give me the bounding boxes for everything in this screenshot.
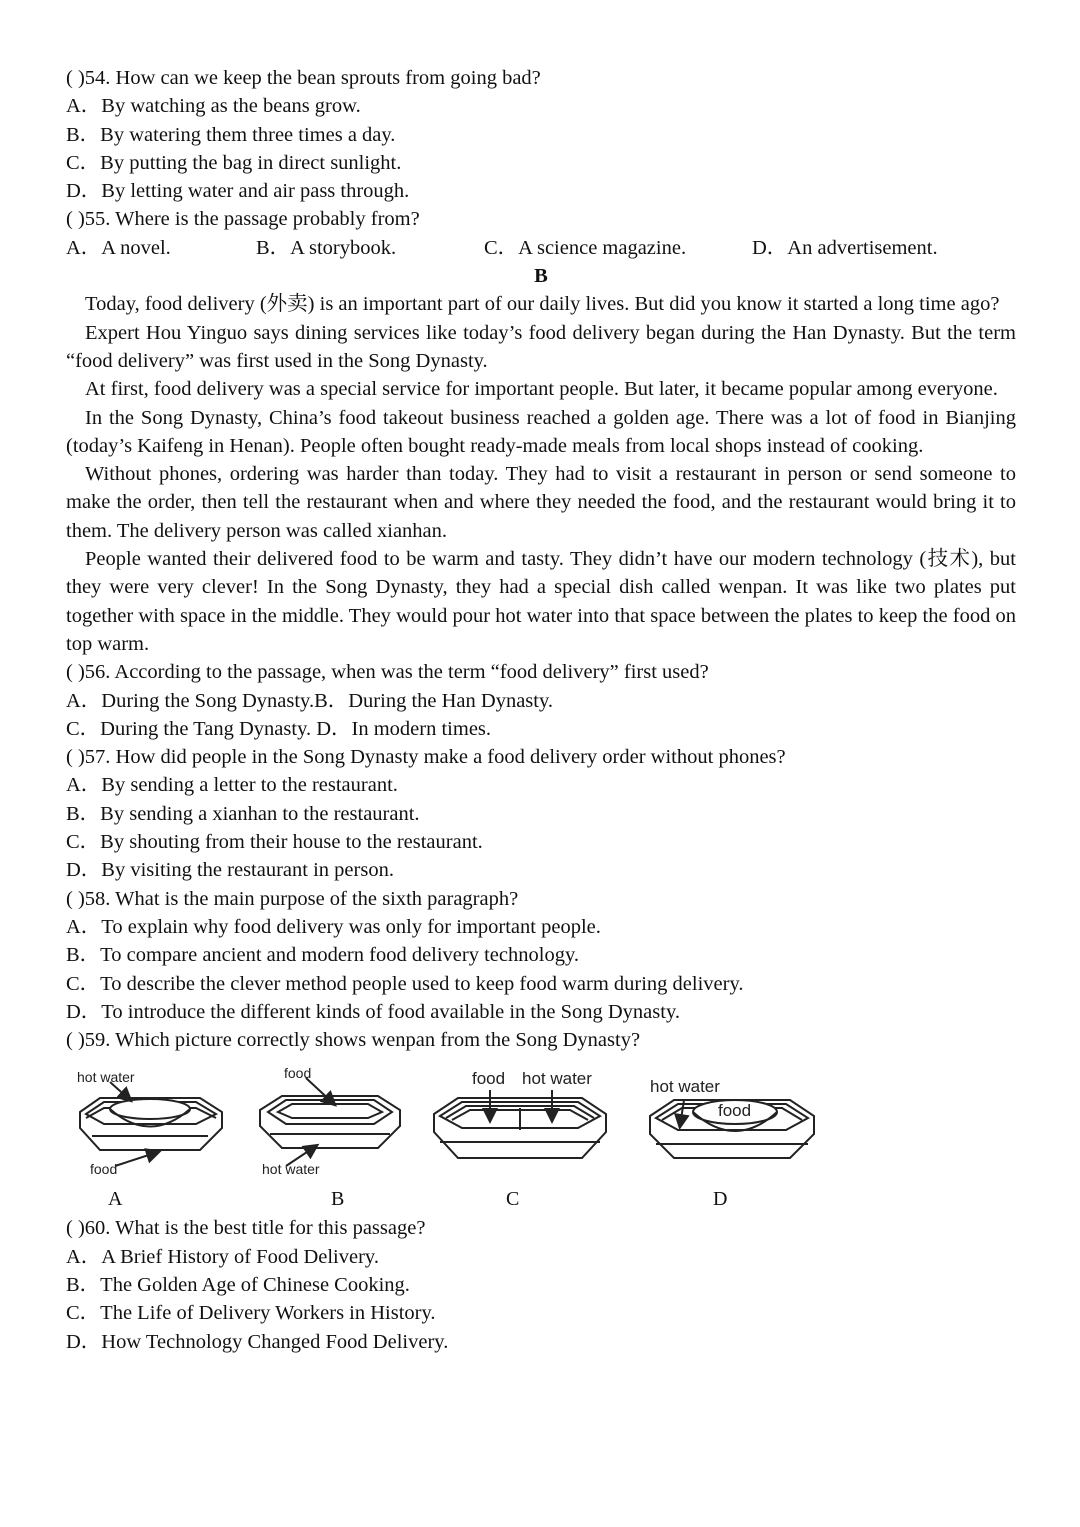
question-58-option-a: A．To explain why food delivery was only for important people. xyxy=(66,915,601,938)
pic-c-label-1: food xyxy=(472,1069,506,1089)
pic-d-letter: D xyxy=(713,1188,728,1211)
question-54-stem: ( )54. How can we keep the bean sprouts from going bad? xyxy=(66,67,541,89)
question-57-option-b: B．By sending a xianhan to the restaurant. xyxy=(66,802,420,825)
question-55-stem: ( )55. Where is the passage probably from? xyxy=(66,208,420,231)
passage-paragraph-6: People wanted their delivered food to be warm and tasty. They didn’t have our modern technology (技术), but they were very clever! In the Song Dynasty, they had a special dish called wenpan. It was like two plates put together with space in the middle. They would pour hot water into that space between the plates to keep the food on top warm. xyxy=(66,548,1016,655)
question-59-stem: ( )59. Which picture correctly shows wenpan from the Song Dynasty? xyxy=(66,1029,641,1052)
worksheet-page xyxy=(66,64,1016,1356)
pic-c-label-2: hot water xyxy=(522,1069,592,1089)
wenpan-pictures xyxy=(0,1054,1080,1214)
question-60-option-a: A．A Brief History of Food Delivery. xyxy=(66,1245,379,1268)
question-57-stem: ( )57. How did people in the Song Dynasty make a food delivery order without phones? xyxy=(66,746,786,769)
pic-b-label-1: food xyxy=(284,1065,312,1082)
question-56-option-a: A．During the Song Dynasty. xyxy=(66,689,315,712)
question-57-option-a: A．By sending a letter to the restaurant. xyxy=(66,774,398,797)
question-58-option-c: C．To describe the clever method people used to keep food warm during delivery. xyxy=(66,972,744,995)
wenpan-picture-a xyxy=(80,1082,222,1166)
pic-d-label-1: hot water xyxy=(650,1077,720,1097)
question-56-option-d: D．In modern times. xyxy=(316,717,492,740)
question-55-option-c: C．A science magazine. xyxy=(484,236,687,259)
question-60-stem: ( )60. What is the best title for this passage? xyxy=(66,1217,426,1240)
pic-b-letter: B xyxy=(331,1188,345,1211)
question-56-option-c: C．During the Tang Dynasty. xyxy=(66,717,312,740)
question-54-option-b: B．By watering them three times a day. xyxy=(66,123,396,146)
passage-paragraph-2: Expert Hou Yinguo says dining services like today’s food delivery began during the Han Dynasty. But the term “food delivery” was first used in the Song Dynasty. xyxy=(66,321,1016,372)
passage-paragraph-4: In the Song Dynasty, China’s food takeout business reached a golden age. There was a lot of food in Bianjing (today’s Kaifeng in Henan). People often bought ready-made meals from local shops instead of cooking. xyxy=(66,406,1016,457)
question-56-option-b: B．During the Han Dynasty. xyxy=(314,689,554,712)
passage-paragraph-1: Today, food delivery (外卖) is an important part of our daily lives. But did you know it started a long time ago? xyxy=(85,293,1000,316)
wenpan-diagrams-svg xyxy=(0,1054,1080,1214)
question-57-option-d: D．By visiting the restaurant in person. xyxy=(66,859,394,882)
pic-d-label-2: food xyxy=(718,1101,752,1121)
question-58-stem: ( )58. What is the main purpose of the sixth paragraph? xyxy=(66,887,519,910)
question-54-option-d: D．By letting water and air pass through. xyxy=(66,180,410,203)
question-60-option-d: D．How Technology Changed Food Delivery. xyxy=(66,1330,449,1353)
pic-c-letter: C xyxy=(506,1188,520,1211)
wenpan-picture-c xyxy=(434,1090,606,1158)
question-60-option-c: C．The Life of Delivery Workers in History. xyxy=(66,1302,436,1325)
question-55-options xyxy=(66,234,1016,262)
wenpan-picture-b xyxy=(260,1078,400,1166)
pic-a-label-1: hot water xyxy=(77,1069,135,1086)
question-57-option-c: C．By shouting from their house to the restaurant. xyxy=(66,831,483,854)
question-56-options-row-2 xyxy=(66,715,1016,743)
pic-b-label-2: hot water xyxy=(262,1161,320,1178)
passage-paragraph-5: Without phones, ordering was harder than today. They had to visit a restaurant in person or send someone to make the order, then tell the restaurant when and where they needed the food, and the restaurant would bring it to them. The delivery person was called xianhan. xyxy=(66,463,1016,542)
question-54-option-c: C．By putting the bag in direct sunlight. xyxy=(66,151,402,174)
question-56-options-row-1 xyxy=(66,687,1016,715)
question-55-option-d: D．An advertisement. xyxy=(752,236,938,259)
question-58-option-b: B．To compare ancient and modern food delivery technology. xyxy=(66,944,579,967)
question-60-option-b: B．The Golden Age of Chinese Cooking. xyxy=(66,1273,410,1296)
section-title: B xyxy=(534,265,548,288)
question-55-option-b: B．A storybook. xyxy=(256,236,397,259)
pic-a-letter: A xyxy=(108,1188,123,1211)
pic-a-label-2: food xyxy=(90,1161,118,1178)
question-58-option-d: D．To introduce the different kinds of food available in the Song Dynasty. xyxy=(66,1000,680,1023)
question-54-option-a: A．By watching as the beans grow. xyxy=(66,95,361,118)
passage-paragraph-3: At first, food delivery was a special service for important people. But later, it became popular among everyone. xyxy=(85,378,998,401)
question-56-stem: ( )56. According to the passage, when was the term “food delivery” first used? xyxy=(66,661,709,684)
question-55-option-a: A．A novel. xyxy=(66,236,171,259)
